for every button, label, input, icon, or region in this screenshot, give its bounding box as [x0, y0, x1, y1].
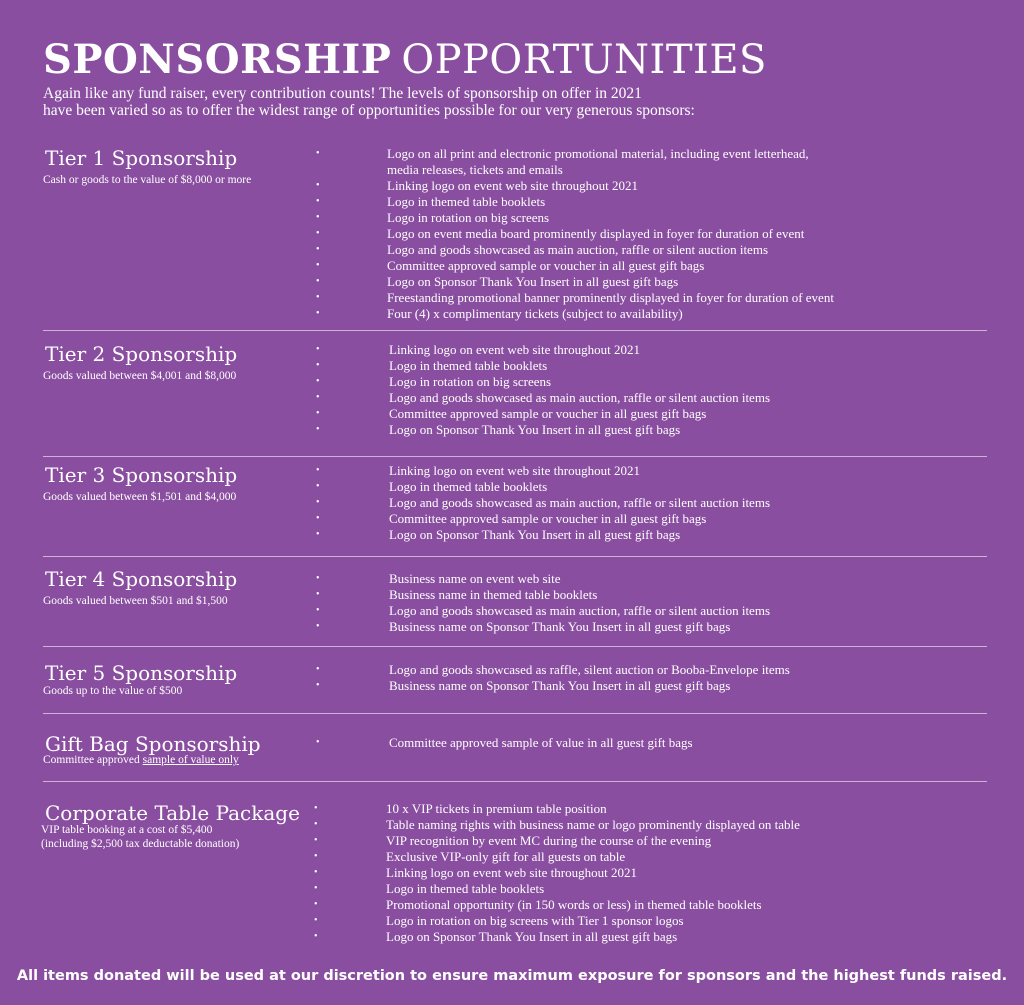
- benefit-text: Logo and goods showcased as raffle, silent auction or Booba-Envelope items: [389, 662, 790, 677]
- bullet-icon: •: [314, 899, 318, 910]
- tier-benefits-list: [314, 801, 1014, 945]
- benefit-text: Committee approved sample of value in all guest gift bags: [389, 735, 693, 750]
- bullet-icon: •: [316, 308, 320, 319]
- benefit-item: [316, 678, 1016, 694]
- benefit-item: [314, 913, 1014, 929]
- bullet-icon: •: [314, 883, 318, 894]
- benefit-item: [316, 662, 1016, 678]
- tier-description-prefix: Committee approved: [43, 754, 140, 766]
- section-divider: [43, 556, 987, 557]
- title-regular: OPPORTUNITIES: [401, 37, 767, 83]
- tier-title: Tier 4 Sponsorship: [45, 567, 238, 591]
- bullet-icon: •: [316, 360, 320, 371]
- bullet-icon: •: [316, 196, 320, 207]
- benefit-text: Logo in themed table booklets: [387, 194, 546, 209]
- tier-benefits-list: [316, 662, 1016, 694]
- tier-description: Cash or goods to the value of $8,000 or more: [43, 174, 252, 186]
- bullet-icon: •: [314, 915, 318, 926]
- benefit-item: [314, 897, 1014, 913]
- benefit-item: [316, 210, 1016, 226]
- bullet-icon: •: [316, 680, 320, 691]
- tier-benefits-list: [316, 463, 1016, 543]
- bullet-icon: •: [316, 376, 320, 387]
- bullet-icon: •: [316, 424, 320, 435]
- bullet-icon: •: [316, 148, 320, 159]
- benefit-text: Logo on Sponsor Thank You Insert in all guest gift bags: [387, 274, 679, 289]
- benefit-text: Freestanding promotional banner prominently displayed in foyer for duration of event: [387, 290, 834, 305]
- bullet-icon: •: [316, 276, 320, 287]
- benefit-item: [314, 881, 1014, 897]
- benefit-item: [316, 527, 1016, 543]
- bullet-icon: •: [316, 589, 320, 600]
- section-divider: [43, 646, 987, 647]
- section-divider: [43, 713, 987, 714]
- benefit-text: Committee approved sample or voucher in all guest gift bags: [389, 511, 707, 526]
- bullet-icon: •: [316, 529, 320, 540]
- benefit-text: Linking logo on event web site throughout 2021: [387, 178, 638, 193]
- bullet-icon: •: [314, 819, 318, 830]
- bullet-icon: •: [316, 605, 320, 616]
- benefit-item: [316, 358, 1016, 374]
- benefit-text: Business name in themed table booklets: [389, 587, 598, 602]
- benefit-text: media releases, tickets and emails: [387, 162, 563, 177]
- benefit-text: Business name on Sponsor Thank You Insert in all guest gift bags: [389, 678, 731, 693]
- bullet-icon: •: [316, 465, 320, 476]
- benefit-item: [316, 619, 1016, 635]
- tier-description-underlined: sample of value only: [142, 754, 239, 766]
- benefit-item: [316, 406, 1016, 422]
- title-bold: SPONSORSHIP: [43, 36, 392, 83]
- benefit-text: Linking logo on event web site throughout 2021: [389, 463, 640, 478]
- bullet-icon: •: [316, 481, 320, 492]
- benefit-item: [316, 178, 1016, 194]
- tier-description: Goods valued between $501 and $1,500: [43, 595, 228, 607]
- benefit-text: Promotional opportunity (in 150 words or less) in themed table booklets: [386, 897, 762, 912]
- benefit-item: [316, 242, 1016, 258]
- benefit-item: [316, 479, 1016, 495]
- benefit-item: [314, 833, 1014, 849]
- benefit-text: Committee approved sample or voucher in all guest gift bags: [389, 406, 707, 421]
- benefit-item: [316, 603, 1016, 619]
- bullet-icon: •: [316, 228, 320, 239]
- tier-title: Gift Bag Sponsorship: [45, 732, 261, 756]
- benefit-item: [314, 865, 1014, 881]
- benefit-text: Logo on event media board prominently displayed in foyer for duration of event: [387, 226, 805, 241]
- benefit-item: [316, 463, 1016, 479]
- benefit-text: Logo and goods showcased as main auction, raffle or silent auction items: [389, 603, 770, 618]
- benefit-item: [316, 274, 1016, 290]
- section-divider: [43, 456, 987, 457]
- bullet-icon: •: [316, 737, 320, 748]
- bullet-icon: •: [316, 497, 320, 508]
- bullet-icon: •: [316, 513, 320, 524]
- benefit-text: Four (4) x complimentary tickets (subject to availability): [387, 306, 683, 321]
- benefit-item: [316, 146, 1016, 162]
- benefit-text: Table naming rights with business name or logo prominently displayed on table: [386, 817, 800, 832]
- intro-line: Again like any fund raiser, every contribution counts! The levels of sponsorship on offer in 2021: [43, 85, 642, 102]
- tier-title: Tier 1 Sponsorship: [45, 146, 238, 170]
- bullet-icon: •: [316, 244, 320, 255]
- benefit-text: Logo on Sponsor Thank You Insert in all guest gift bags: [386, 929, 678, 944]
- tier-benefits-list: [316, 571, 1016, 635]
- benefit-item: [316, 422, 1016, 438]
- bullet-icon: •: [314, 851, 318, 862]
- benefit-text: Linking logo on event web site throughout 2021: [389, 342, 640, 357]
- benefit-item: [316, 735, 1016, 751]
- tier-title: Corporate Table Package: [45, 801, 300, 825]
- bullet-icon: •: [316, 392, 320, 403]
- benefit-text: Business name on Sponsor Thank You Insert in all guest gift bags: [389, 619, 731, 634]
- benefit-item: [314, 849, 1014, 865]
- tier-title: Tier 5 Sponsorship: [45, 661, 238, 685]
- benefit-item: [316, 390, 1016, 406]
- benefit-item: [314, 817, 1014, 833]
- benefit-text: Logo and goods showcased as main auction, raffle or silent auction items: [389, 390, 770, 405]
- benefit-item: [316, 194, 1016, 210]
- tier-description-line: VIP table booking at a cost of $5,400: [41, 824, 213, 836]
- benefit-text: Committee approved sample or voucher in all guest gift bags: [387, 258, 705, 273]
- benefit-item: [316, 495, 1016, 511]
- tier-benefits-list: [316, 735, 1016, 751]
- tier-description: Goods up to the value of $500: [43, 685, 183, 697]
- benefit-text: Logo and goods showcased as main auction, raffle or silent auction items: [389, 495, 770, 510]
- benefit-text: VIP recognition by event MC during the course of the evening: [386, 833, 712, 848]
- benefit-item: [316, 162, 1016, 178]
- benefit-item: [316, 571, 1016, 587]
- benefit-text: Logo on Sponsor Thank You Insert in all guest gift bags: [389, 527, 681, 542]
- benefit-item: [316, 226, 1016, 242]
- benefit-text: Logo in themed table booklets: [389, 479, 548, 494]
- benefit-text: Logo in rotation on big screens: [389, 374, 552, 389]
- section-divider: [43, 781, 987, 782]
- bullet-icon: •: [316, 664, 320, 675]
- bullet-icon: •: [316, 292, 320, 303]
- benefit-item: [316, 342, 1016, 358]
- tier-description-line: (including $2,500 tax deductable donation): [41, 838, 240, 850]
- benefit-item: [316, 587, 1016, 603]
- bullet-icon: •: [316, 408, 320, 419]
- bullet-icon: •: [314, 867, 318, 878]
- tier-benefits-list: [316, 146, 1016, 322]
- benefit-item: [316, 290, 1016, 306]
- benefit-text: Business name on event web site: [389, 571, 561, 586]
- bullet-icon: •: [316, 212, 320, 223]
- bullet-icon: •: [316, 344, 320, 355]
- benefit-text: 10 x VIP tickets in premium table position: [386, 801, 607, 816]
- page-title: [43, 36, 767, 84]
- intro-text: [43, 85, 1003, 119]
- benefit-text: Logo in themed table booklets: [386, 881, 545, 896]
- bullet-icon: •: [316, 621, 320, 632]
- bullet-icon: •: [314, 803, 318, 814]
- benefit-text: Logo on all print and electronic promotional material, including event letterhead,: [387, 146, 809, 161]
- bullet-icon: •: [316, 573, 320, 584]
- benefit-item: [316, 258, 1016, 274]
- tier-description: Goods valued between $1,501 and $4,000: [43, 491, 237, 503]
- benefit-text: Logo in rotation on big screens: [387, 210, 550, 225]
- bullet-icon: •: [316, 180, 320, 191]
- section-divider: [43, 330, 987, 331]
- benefit-text: Exclusive VIP-only gift for all guests on table: [386, 849, 626, 864]
- intro-line: have been varied so as to offer the widest range of opportunities possible for our very generous sponsors:: [43, 102, 695, 119]
- benefit-text: Logo in rotation on big screens with Tier 1 sponsor logos: [386, 913, 684, 928]
- bullet-icon: •: [314, 931, 318, 942]
- benefit-text: Logo and goods showcased as main auction, raffle or silent auction items: [387, 242, 768, 257]
- bullet-icon: •: [314, 835, 318, 846]
- tier-description: [43, 752, 239, 768]
- benefit-item: [316, 374, 1016, 390]
- benefit-item: [316, 306, 1016, 322]
- benefit-item: [316, 511, 1016, 527]
- tier-benefits-list: [316, 342, 1016, 438]
- benefit-text: Logo in themed table booklets: [389, 358, 548, 373]
- footer-note: All items donated will be used at our discretion to ensure maximum exposure for sponsors and the highest funds raised.: [16, 968, 1008, 984]
- benefit-text: Linking logo on event web site throughout 2021: [386, 865, 637, 880]
- bullet-icon: •: [316, 260, 320, 271]
- tier-title: Tier 3 Sponsorship: [45, 463, 238, 487]
- benefit-item: [314, 929, 1014, 945]
- benefit-item: [314, 801, 1014, 817]
- benefit-text: Logo on Sponsor Thank You Insert in all guest gift bags: [389, 422, 681, 437]
- tier-description: Goods valued between $4,001 and $8,000: [43, 370, 237, 382]
- tier-title: Tier 2 Sponsorship: [45, 342, 238, 366]
